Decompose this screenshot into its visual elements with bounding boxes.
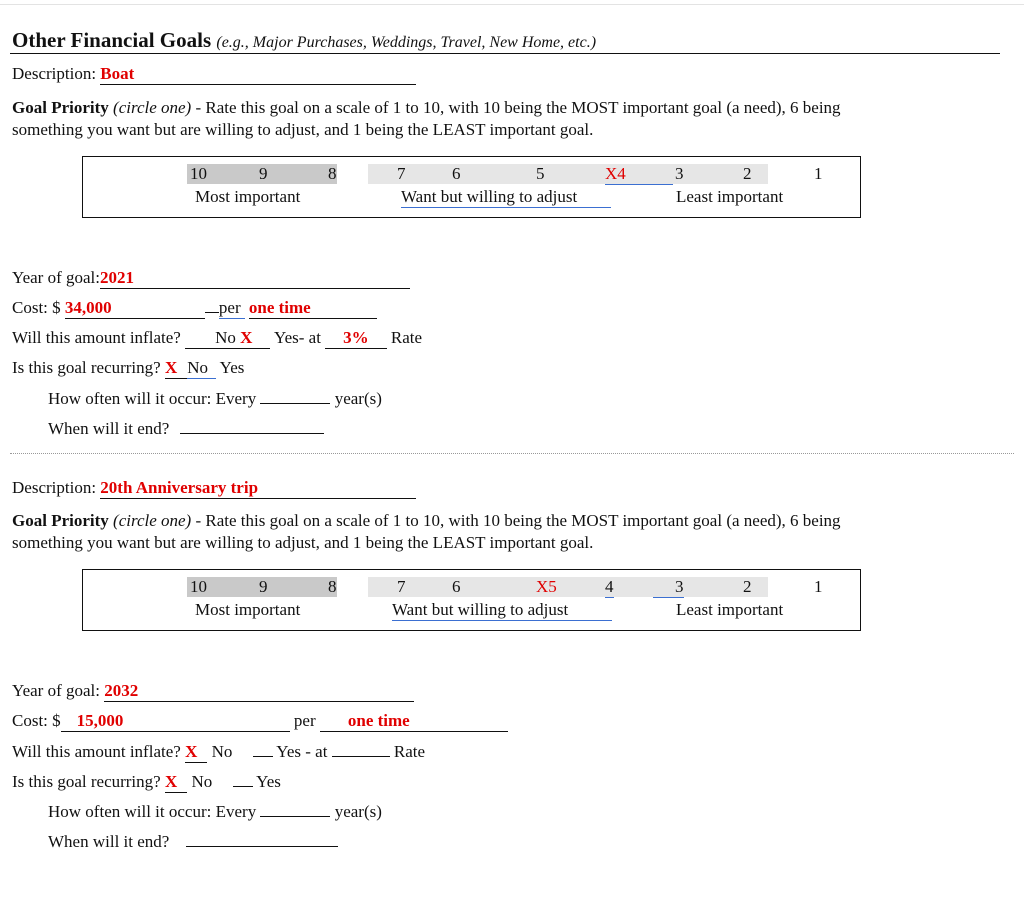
goal2-year-value: 2032 (104, 681, 139, 700)
inflate-no-label: No (211, 742, 233, 761)
goal1-per-value: one time (248, 298, 311, 317)
goal1-how-often-row (48, 389, 382, 409)
recurring-yes-label: Yes (219, 358, 245, 377)
section-title: Other Financial Goals (12, 28, 212, 52)
how-often-label: How often will it occur: Every (48, 802, 257, 821)
scale-9[interactable]: 9 (259, 577, 268, 596)
when-end-label: When will it end? (48, 832, 170, 851)
goal1-inflate-mark: X (240, 328, 253, 347)
goal1-rate-field[interactable] (325, 329, 387, 349)
want-adjust-label: Want but willing to adjust (401, 188, 611, 208)
rate-label: Rate (393, 742, 426, 761)
goal2-description-row (12, 479, 416, 499)
goal1-recurring-mark: X (164, 358, 178, 377)
priority-text-line1: - Rate this goal on a scale of 1 to 10, with 10 being the MOST important goal (a need), 6 being (191, 511, 841, 530)
goal2-priority-scale (82, 569, 861, 631)
goal1-cost-row (12, 299, 377, 319)
scale-10[interactable]: 10 (190, 164, 207, 183)
goal2-year-field[interactable] (104, 682, 414, 702)
goal1-description-value: Boat (100, 64, 135, 83)
goal2-inflate-row (12, 742, 425, 763)
per-label: per (293, 711, 316, 730)
scale-9[interactable]: 9 (259, 164, 268, 183)
recurring-no-label: No (191, 772, 213, 791)
least-important-label: Least important (676, 600, 784, 619)
goal1-priority-instructions (12, 99, 841, 118)
goal1-year-row (12, 269, 410, 289)
goal2-recurring-yes-mark-field[interactable] (233, 772, 253, 787)
goal1-recurring-row (12, 359, 244, 379)
scale-3[interactable]: 3 (675, 164, 684, 183)
goal2-inflate-yes-mark-field[interactable] (253, 742, 273, 757)
goal2-rate-field[interactable] (332, 742, 390, 757)
yes-at-label: Yes- at (274, 328, 321, 347)
goal2-inflate-mark-field[interactable] (185, 743, 207, 763)
goal2-per-field[interactable] (320, 712, 508, 732)
goal2-when-end-row (48, 832, 338, 852)
years-label: year(s) (334, 389, 382, 408)
goal1-rate-value: 3% (343, 328, 369, 347)
scale-10[interactable]: 10 (190, 577, 207, 596)
goal2-year-row (12, 682, 414, 702)
scale-4[interactable]: 4 (605, 577, 614, 596)
scale-8[interactable]: 8 (328, 164, 337, 183)
goal2-priority-instructions (12, 512, 841, 531)
goal2-how-often-row (48, 802, 382, 822)
how-often-label: How often will it occur: Every (48, 389, 257, 408)
want-adjust-label: Want but willing to adjust (392, 601, 612, 621)
inflate-no-label: No (215, 328, 236, 347)
scale-5[interactable]: 5 (536, 164, 545, 183)
inflate-label: Will this amount inflate? (12, 328, 181, 347)
goal2-recurring-row (12, 772, 281, 793)
goal1-how-often-field[interactable] (260, 389, 330, 404)
inflate-label: Will this amount inflate? (12, 742, 181, 761)
section-rule (10, 53, 1000, 54)
goal1-year-value: 2021 (99, 268, 134, 287)
goal2-per-value: one time (347, 711, 410, 730)
description-label: Description: (12, 478, 97, 497)
goal1-inflate-no-field[interactable] (185, 329, 270, 349)
years-label: year(s) (334, 802, 382, 821)
cost-gap (205, 312, 219, 313)
goal2-recurring-mark-field[interactable] (165, 773, 187, 793)
goal2-priority-text-line2: something you want but are willing to adjust, and 1 being the LEAST important goal. (12, 533, 594, 552)
goal1-inflate-row (12, 329, 422, 349)
goal1-priority-mark: X4 (605, 164, 626, 183)
when-end-label: When will it end? (48, 419, 170, 438)
goal2-description-value: 20th Anniversary trip (100, 478, 259, 497)
description-label: Description: (12, 64, 97, 83)
goal1-cost-value: 34,000 (64, 298, 112, 317)
goal1-when-end-field[interactable] (180, 419, 324, 434)
circle-one-label: (circle one) (113, 98, 192, 117)
scale-band-mid (368, 577, 768, 597)
goal2-cost-value: 15,000 (76, 711, 124, 730)
goal2-priority-mark: X5 (536, 577, 557, 596)
rate-label: Rate (390, 328, 423, 347)
scale-7[interactable]: 7 (397, 577, 406, 596)
recurring-no-label: No (187, 359, 216, 379)
cost-label: Cost: $ (12, 298, 61, 317)
goal2-recurring-mark: X (164, 772, 178, 791)
scale-8[interactable]: 8 (328, 577, 337, 596)
per-label: per (219, 299, 245, 319)
recurring-label: Is this goal recurring? (12, 772, 161, 791)
goal1-priority-text-line2: something you want but are willing to adjust, and 1 being the LEAST important goal. (12, 120, 594, 139)
scale-2[interactable]: 2 (743, 577, 752, 596)
goal-priority-label: Goal Priority (12, 98, 109, 117)
yes-at-label: Yes - at (276, 742, 328, 761)
goal1-when-end-row (48, 419, 324, 439)
goal2-cost-field[interactable] (61, 712, 290, 732)
recurring-label: Is this goal recurring? (12, 358, 161, 377)
year-label: Year of goal: (12, 681, 100, 700)
cost-label: Cost: $ (12, 711, 61, 730)
year-label: Year of goal: (12, 268, 100, 287)
goal2-priority-selected[interactable] (536, 578, 557, 597)
scale-3[interactable]: 3 (653, 578, 684, 598)
scale-6[interactable]: 6 (452, 164, 461, 183)
goal2-cost-row (12, 712, 508, 732)
recurring-yes-label: Yes (256, 772, 281, 791)
goal2-inflate-mark: X (185, 742, 198, 761)
priority-text-line1: - Rate this goal on a scale of 1 to 10, with 10 being the MOST important goal (a need), 6 being (191, 98, 841, 117)
goal1-description-row (12, 65, 416, 85)
scale-6[interactable]: 6 (452, 577, 461, 596)
scale-2[interactable]: 2 (743, 164, 752, 183)
goal1-priority-selected[interactable] (605, 165, 673, 185)
goal1-recurring-mark-field[interactable] (165, 359, 187, 379)
section-header (12, 29, 596, 52)
most-important-label: Most important (195, 600, 301, 619)
goal1-priority-scale (82, 156, 861, 218)
scale-band-mid (368, 164, 768, 184)
goal1-description-field[interactable] (100, 65, 416, 85)
least-important-label: Least important (676, 187, 784, 206)
goal-priority-label: Goal Priority (12, 511, 109, 530)
goal1-cost-field[interactable] (65, 299, 205, 319)
goal2-when-end-field[interactable] (186, 832, 338, 847)
goal1-year-field[interactable] (100, 269, 410, 289)
page-top-border (0, 4, 1024, 5)
scale-7[interactable]: 7 (397, 164, 406, 183)
section-subtitle: (e.g., Major Purchases, Weddings, Travel, New Home, etc.) (216, 34, 597, 51)
circle-one-label: (circle one) (113, 511, 192, 530)
scale-1[interactable]: 1 (814, 164, 823, 183)
scale-1[interactable]: 1 (814, 577, 823, 596)
goal-separator (10, 453, 1014, 454)
goal2-description-field[interactable] (100, 479, 416, 499)
goal2-how-often-field[interactable] (260, 802, 330, 817)
goal1-per-field[interactable] (249, 299, 377, 319)
most-important-label: Most important (195, 187, 301, 206)
